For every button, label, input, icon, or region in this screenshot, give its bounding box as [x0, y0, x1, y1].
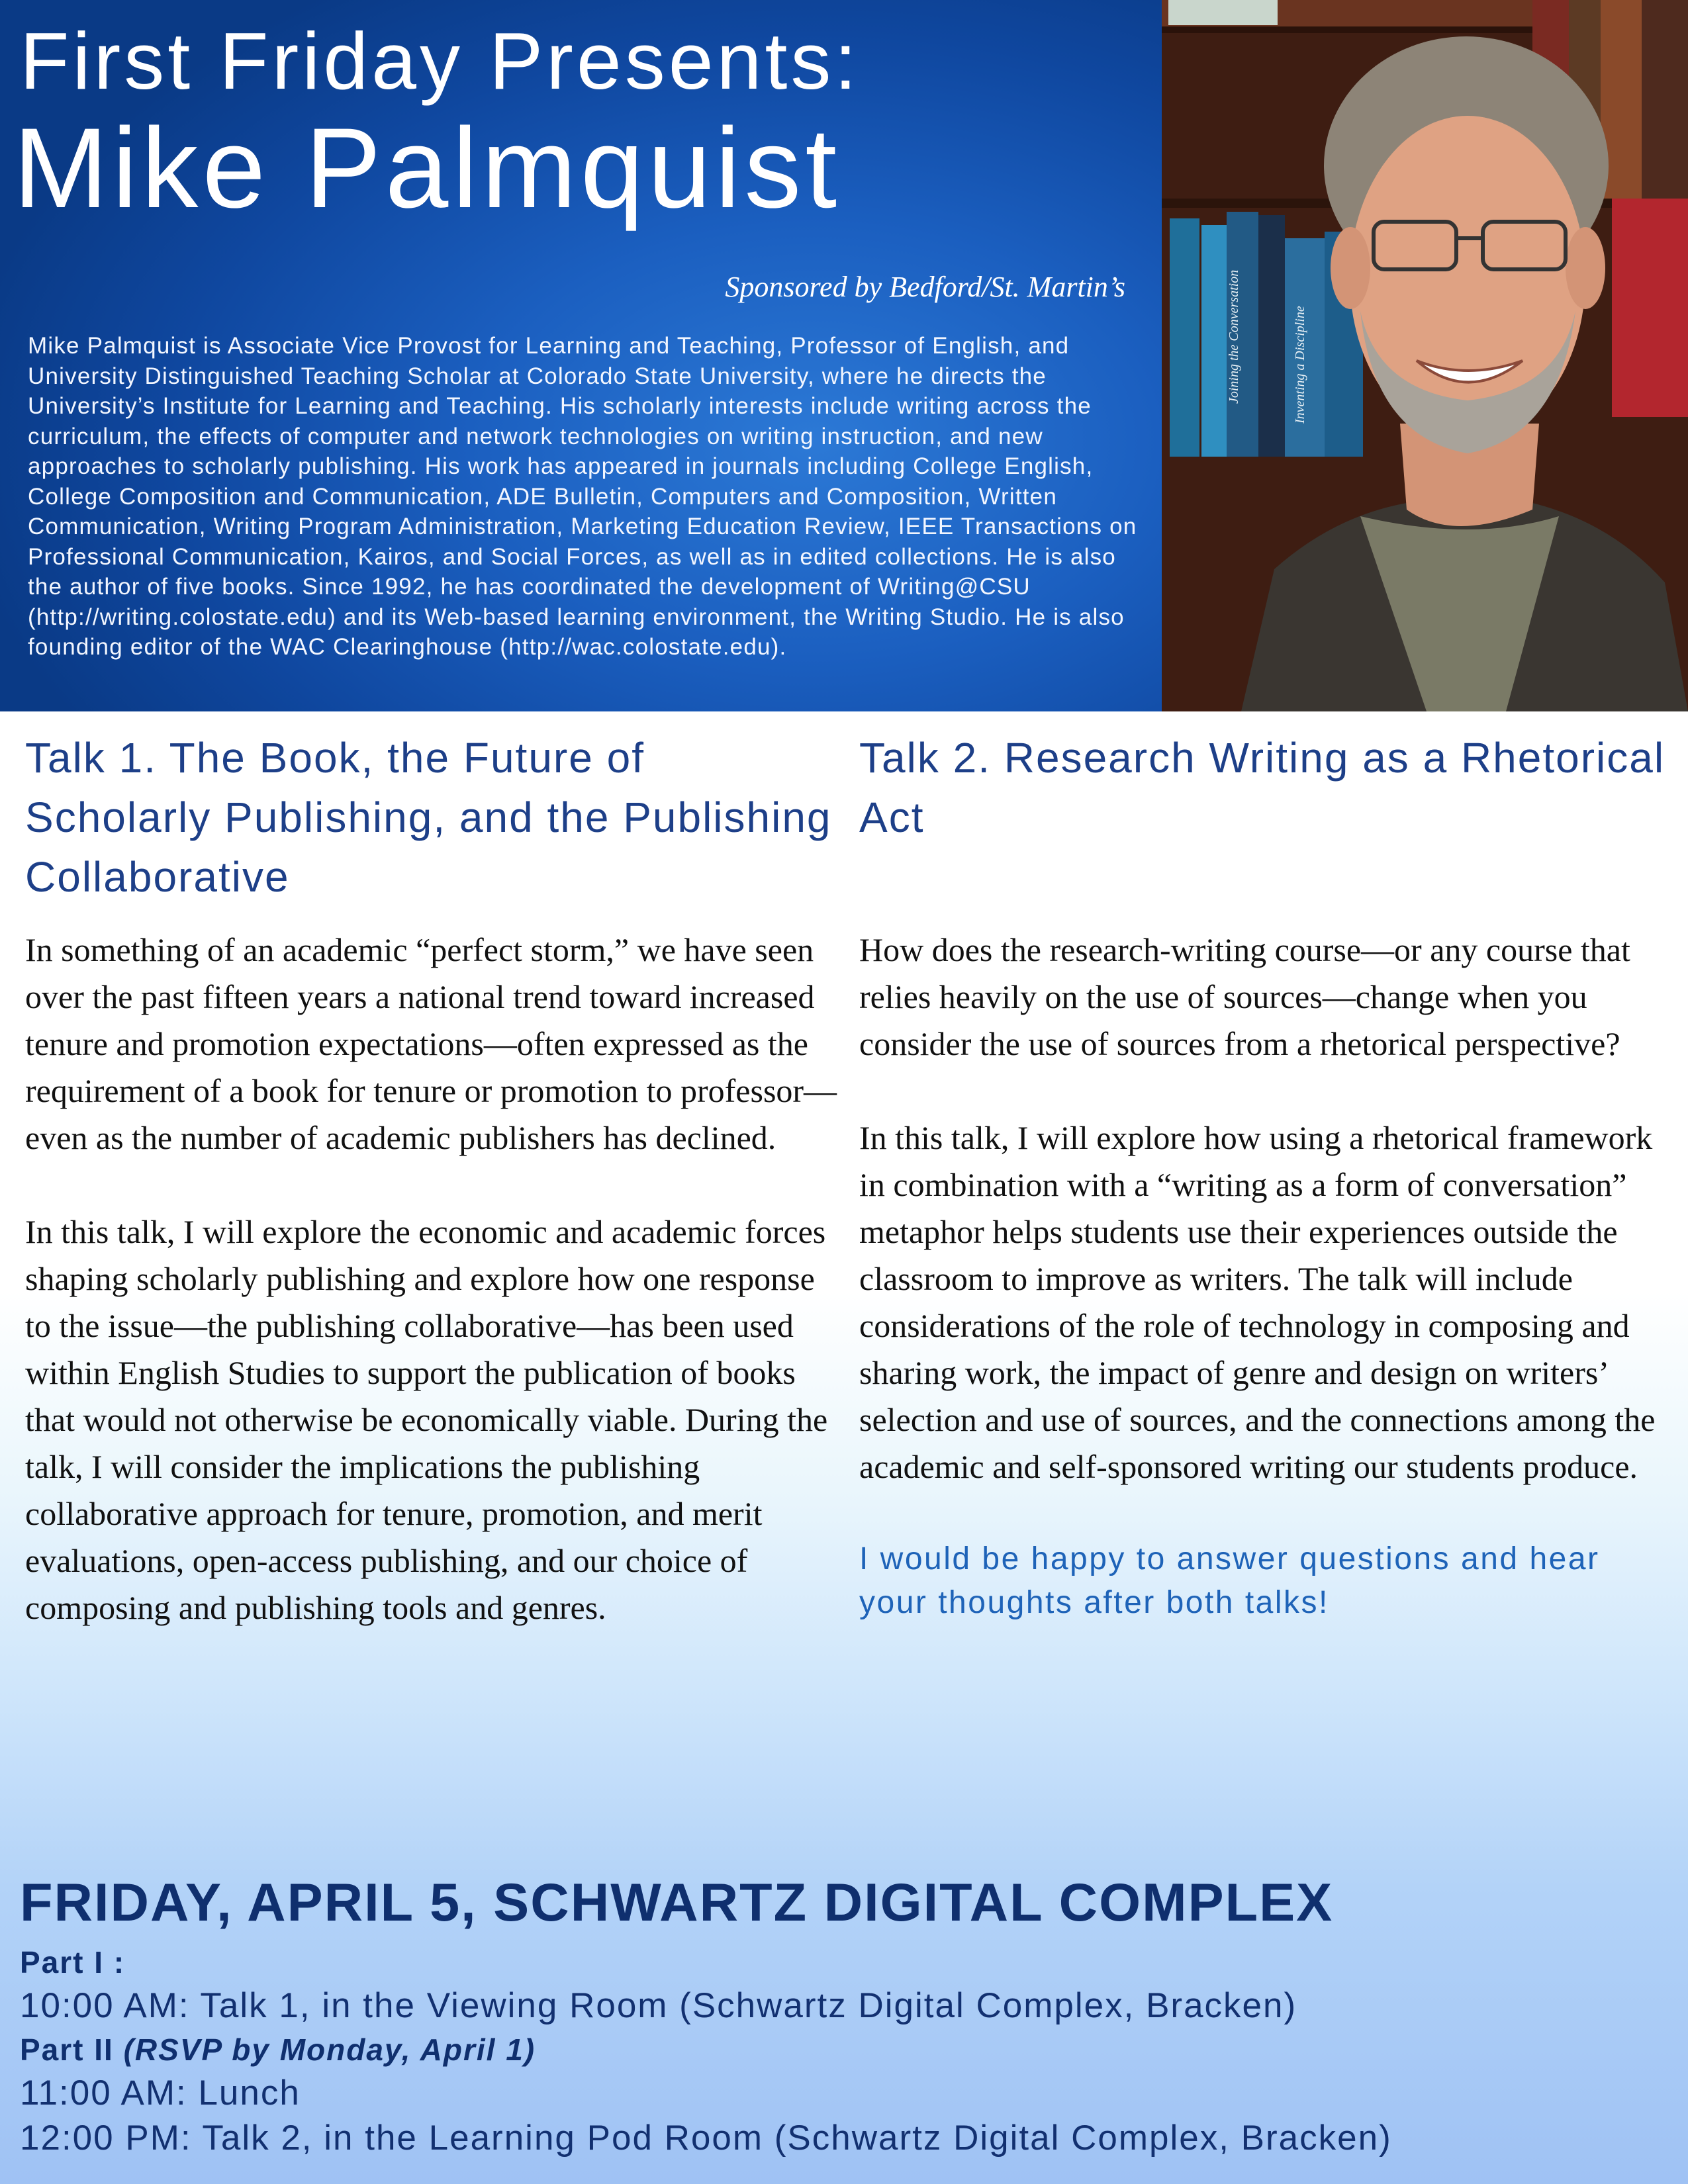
talk-1-paragraph-1: In something of an academic “perfect storm,” we have seen over the past fifteen years a national trend toward increased tenure and promotion expectations—often expressed as the requirement of a book for tenure or promotion to professor—even as the number of academic publishers has declined. [25, 931, 837, 1156]
part-2-heading [20, 2028, 1675, 2071]
book-spine-2: Inventing a Discipline [1293, 306, 1307, 424]
talk-2-schedule: 12:00 PM: Talk 2, in the Learning Pod Room (Schwartz Digital Complex, Bracken) [20, 2118, 1392, 2158]
part-2-label: Part II [20, 2032, 114, 2067]
part-1-label: Part I : [20, 1945, 126, 1979]
speaker-name: Mike Palmquist [13, 105, 841, 232]
speaker-bio: Mike Palmquist is Associate Vice Provost for Learning and Teaching, Professor of English, and University Distinguished Teaching Scholar at Colorado State University, where he directs the University’s Institute for Learning and Teaching. His scholarly interests include writing across the curriculum, the effects of computer and network technologies on writing instruction, and new approaches to scholarly publishing. His work has appeared in journals including College English, College Composition and Communication, ADE Bulletin, Computers and Composition, Written Communication, Writing Program Administration, Marketing Education Review, IEEE Transactions on Professional Communication, Kairos, and Social Forces, as well as in edited collections. He is also the author of five books. Since 1992, he has coordinated the development of Writing@CSU (http://writing.colostate.edu) and its Web-based learning environment, the Writing Studio. He is also founding editor of the WAC Clearinghouse (http://wac.colostate.edu). [28, 333, 1137, 660]
schedule-section [20, 1870, 1675, 2161]
closing-note: I would be happy to answer questions and hear your thoughts after both talks! [859, 1541, 1600, 1620]
rsvp-note: (RSVP by Monday, April 1) [123, 2032, 536, 2067]
talk-1-paragraph-2: In this talk, I will explore the economic and academic forces shaping scholarly publishing and explore how one response to the issue—the publishing collaborative—has been used within English Studies to support the publication of books that would not otherwise be economically viable. During the talk, I will consider the implications the publishing collaborative approach for tenure, promotion, and merit evaluations, open-access publishing, and our choice of composing and publishing tools and genres. [25, 1213, 828, 1626]
talk-2-title: Talk 2. Research Writing as a Rhetorical Act [859, 734, 1665, 841]
lunch-schedule: 11:00 AM: Lunch [20, 2073, 301, 2113]
talk-1-schedule: 10:00 AM: Talk 1, in the Viewing Room (Schwartz Digital Complex, Bracken) [20, 1986, 1297, 2025]
talk-1-title: Talk 1. The Book, the Future of Scholarly Publishing, and the Publishing Collaborative [25, 734, 832, 901]
speaker-photo [1162, 0, 1688, 711]
event-date-heading: FRIDAY, APRIL 5, SCHWARTZ DIGITAL COMPLEX [20, 1873, 1334, 1933]
sponsor-line: Sponsored by Bedford/St. Martin’s [725, 271, 1125, 303]
event-series-title: First Friday Presents: [20, 16, 861, 106]
talk-1-section [25, 728, 839, 1678]
talk-2-section [859, 728, 1673, 1625]
header-banner [0, 0, 1162, 711]
talk-2-paragraph-1: How does the research-writing course—or any course that relies heavily on the use of sources—change when you consider the use of sources from a rhetorical perspective? [859, 931, 1630, 1062]
book-spine-1: Joining the Conversation [1227, 269, 1241, 404]
talk-2-paragraph-2: In this talk, I will explore how using a rhetorical framework in combination with a “writing as a form of conversation” metaphor helps students use their experiences outside the classroom to improve as writers. The talk will include considerations of the role of technology in composing and sharing work, the impact of genre and design on writers’ selection and use of sources, and the connections among the academic and self-sponsored writing our students produce. [859, 1119, 1656, 1485]
